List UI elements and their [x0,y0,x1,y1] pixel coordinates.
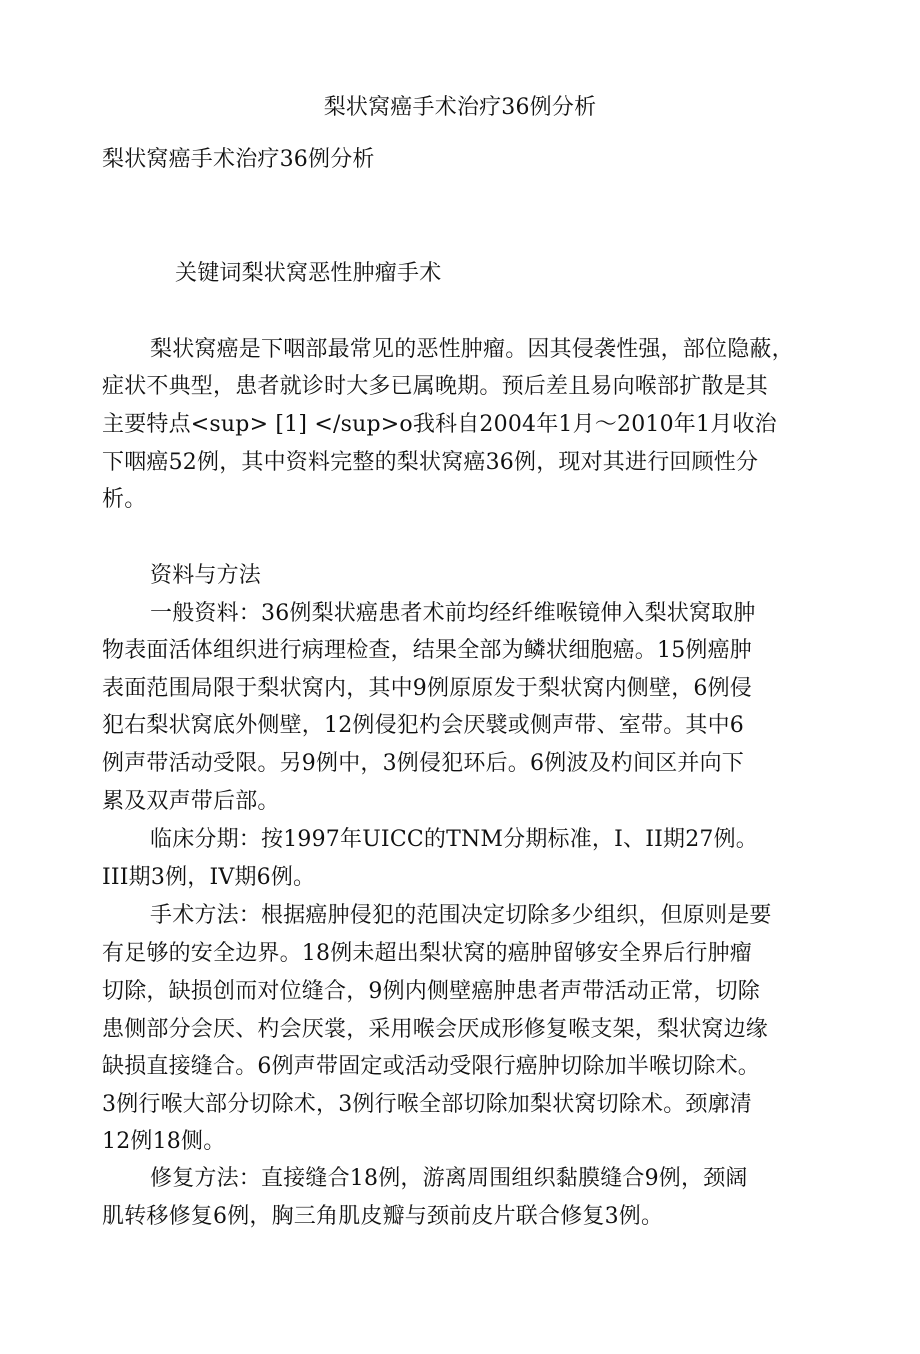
intro-line-5: 析。 [102,487,147,512]
intro-line-4: 下咽癌52例，其中资料完整的梨状窝癌36例，现对其进行回顾性分 [102,450,759,475]
intro-line-2: 症状不典型，患者就诊时大多已属晚期。预后差且易向喉部扩散是其 [102,374,769,399]
document-title: 梨状窝癌手术治疗36例分析 [323,95,597,120]
surgery-line-6: 3例行喉大部分切除术，3例行喉全部切除加梨状窝切除术。颈廓清 [102,1092,752,1117]
intro-line-3: 主要特点<sup> [1] </sup>o我科自2004年1月～2010年1月收治 [102,412,777,437]
document-subtitle: 梨状窝癌手术治疗36例分析 [102,147,375,172]
general-line-6: 累及双声带后部。 [102,789,280,814]
staging-line-1: 临床分期：按1997年UICC的TNM分期标准，I、II期27例。 [150,827,759,852]
section-heading: 资料与方法 [150,563,262,588]
keywords-line: 关键词梨状窝恶性肿瘤手术 [175,261,442,286]
staging-line-2: III期3例，IV期6例。 [102,865,316,890]
surgery-line-7: 12例18侧。 [102,1129,226,1154]
surgery-line-2: 有足够的安全边界。18例未超出梨状窝的癌肿留够安全界后行肿瘤 [102,941,752,966]
general-line-5: 例声带活动受限。另9例中，3例侵犯环后。6例波及杓间区并向下 [102,751,744,776]
surgery-line-5: 缺损直接缝合。6例声带固定或活动受限行癌肿切除加半喉切除术。 [102,1054,760,1079]
intro-line-1: 梨状窝癌是下咽部最常见的恶性肿瘤。因其侵袭性强，部位隐蔽， [150,337,794,362]
general-line-2: 物表面活体组织进行病理检查，结果全部为鳞状细胞癌。15例癌肿 [102,638,752,663]
general-line-4: 犯右梨状窝底外侧壁，12例侵犯杓会厌襞或侧声带、室带。其中6 [102,713,744,738]
general-line-3: 表面范围局限于梨状窝内，其中9例原原发于梨状窝内侧壁，6例侵 [102,676,752,701]
general-line-1: 一般资料：36例梨状癌患者术前均经纤维喉镜伸入梨状窝取肿 [150,601,756,626]
surgery-line-1: 手术方法：根据癌肿侵犯的范围决定切除多少组织，但原则是要 [150,903,772,928]
repair-line-2: 肌转移修复6例，胸三角肌皮瓣与颈前皮片联合修复3例。 [102,1204,664,1229]
surgery-line-4: 患侧部分会厌、杓会厌裳，采用喉会厌成形修复喉支架，梨状窝边缘 [102,1017,769,1042]
repair-line-1: 修复方法：直接缝合18例，游离周围组织黏膜缝合9例，颈阔 [150,1166,748,1191]
surgery-line-3: 切除，缺损创而对位缝合，9例内侧壁癌肿患者声带活动正常，切除 [102,979,760,1004]
